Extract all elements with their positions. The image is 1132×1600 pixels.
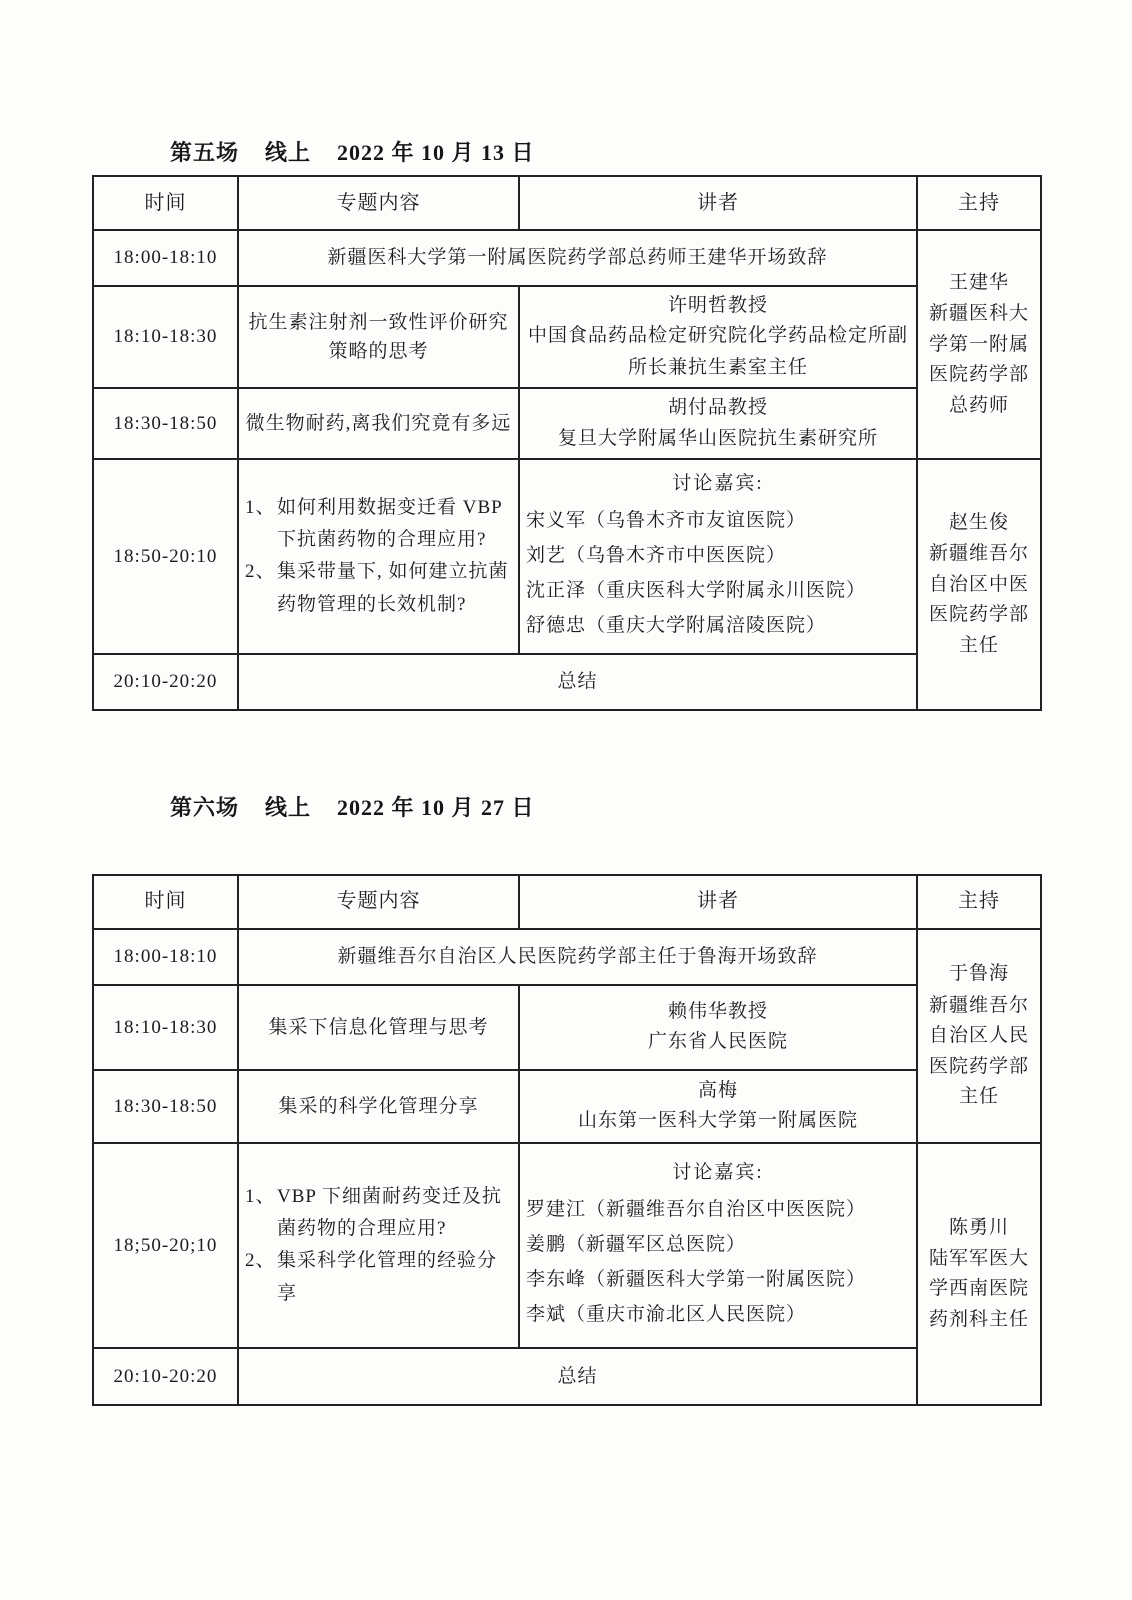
discussion-topic <box>245 1245 512 1310</box>
host-cell-top <box>917 230 1041 459</box>
host-org: 新疆维吾尔自治区中医医院药学部主任 <box>928 543 1029 656</box>
host-name: 陈勇川 <box>948 1216 1009 1238</box>
opening-text: 新疆医科大学第一附属医院药学部总药师王建华开场致辞 <box>238 230 917 286</box>
discussion-guests-cell <box>519 459 917 654</box>
talk-time: 18:10-18:30 <box>93 985 238 1070</box>
guests-label: 讨论嘉宾: <box>672 473 764 495</box>
talk-speaker-cell <box>519 985 917 1070</box>
talk-topic: 集采下信息化管理与思考 <box>238 985 519 1070</box>
opening-time: 18:00-18:10 <box>93 230 238 286</box>
host-name: 赵生俊 <box>948 511 1009 533</box>
discussion-time: 18;50-20;10 <box>93 1143 238 1348</box>
session-6-title-date: 2022 年 10 月 27 日 <box>337 794 535 820</box>
topic-number: 2、 <box>245 1250 276 1272</box>
guest-line: 姜鹏（新疆军区总医院） <box>526 1233 747 1255</box>
host-org: 新疆维吾尔自治区人民医院药学部主任 <box>928 994 1029 1108</box>
topic-text: 集采科学化管理的经验分享 <box>277 1250 498 1304</box>
speaker-org: 复旦大学附属华山医院抗生素研究所 <box>557 427 878 449</box>
session-6-block <box>92 791 1132 1406</box>
guests-label: 讨论嘉宾: <box>672 1162 764 1184</box>
header-cell-host: 主持 <box>917 176 1041 230</box>
discussion-topic <box>245 1181 512 1246</box>
host-org: 陆军军医大学西南医院药剂科主任 <box>928 1248 1029 1330</box>
opening-row <box>93 929 1041 985</box>
talk-speaker-cell <box>519 286 917 388</box>
guest-line: 宋义军（乌鲁木齐市友谊医院） <box>526 509 807 531</box>
talk-time: 18:30-18:50 <box>93 388 238 459</box>
summary-row <box>93 1348 1041 1405</box>
summary-text: 总结 <box>238 1348 917 1405</box>
header-row <box>93 176 1041 230</box>
talk-row <box>93 388 1041 459</box>
guest-line: 李斌（重庆市渝北区人民医院） <box>526 1304 807 1326</box>
talk-topic: 抗生素注射剂一致性评价研究策略的思考 <box>238 286 519 388</box>
header-cell-topic: 专题内容 <box>238 176 519 230</box>
topic-text: 集采带量下, 如何建立抗菌药物管理的长效机制? <box>277 561 509 615</box>
header-cell-speaker: 讲者 <box>519 176 917 230</box>
host-cell-top <box>917 929 1041 1143</box>
session-6-title-session: 第六场 <box>170 794 240 820</box>
session-5-title-session: 第五场 <box>170 140 240 165</box>
header-cell-speaker: 讲者 <box>519 875 917 929</box>
discussion-topics-cell <box>238 459 519 654</box>
opening-time: 18:00-18:10 <box>93 929 238 985</box>
speaker-org: 中国食品药品检定研究院化学药品检定所副所长兼抗生素室主任 <box>527 325 908 378</box>
discussion-time: 18:50-20:10 <box>93 459 238 654</box>
host-name: 于鲁海 <box>948 963 1009 985</box>
talk-row <box>93 286 1041 388</box>
session-5-title-mode: 线上 <box>265 140 312 165</box>
guest-line: 刘艺（乌鲁木齐市中医医院） <box>526 544 787 566</box>
discussion-topic <box>245 556 512 621</box>
header-cell-time: 时间 <box>93 176 238 230</box>
summary-text: 总结 <box>238 654 917 710</box>
header-cell-host: 主持 <box>917 875 1041 929</box>
session-5-block <box>92 136 1132 711</box>
summary-time: 20:10-20:20 <box>93 654 238 710</box>
discussion-guests-cell <box>519 1143 917 1348</box>
summary-time: 20:10-20:20 <box>93 1348 238 1405</box>
talk-time: 18:10-18:30 <box>93 286 238 388</box>
talk-row <box>93 985 1041 1070</box>
talk-speaker-cell <box>519 388 917 459</box>
discussion-row <box>93 1143 1041 1348</box>
host-cell-bottom <box>917 459 1041 710</box>
speaker-name: 高梅 <box>697 1080 738 1102</box>
session-5-title-date: 2022 年 10 月 13 日 <box>337 140 535 165</box>
talk-topic: 集采的科学化管理分享 <box>238 1070 519 1143</box>
topic-number: 2、 <box>245 561 276 583</box>
speaker-org: 广东省人民医院 <box>647 1031 788 1053</box>
opening-text: 新疆维吾尔自治区人民医院药学部主任于鲁海开场致辞 <box>238 929 917 985</box>
session-5-title <box>170 136 1132 167</box>
header-cell-time: 时间 <box>93 875 238 929</box>
topic-text: VBP 下细菌耐药变迁及抗菌药物的合理应用? <box>277 1185 503 1240</box>
talk-row <box>93 1070 1041 1143</box>
talk-speaker-cell <box>519 1070 917 1143</box>
discussion-topics-cell <box>238 1143 519 1348</box>
speaker-name: 赖伟华教授 <box>667 1001 768 1023</box>
guest-line: 罗建江（新疆维吾尔自治区中医医院） <box>526 1198 867 1220</box>
session-5-schedule-table <box>92 175 1042 711</box>
session-6-schedule-table <box>92 874 1042 1406</box>
speaker-name: 胡付品教授 <box>667 397 768 419</box>
section-gap <box>92 711 1132 791</box>
guest-line: 沈正泽（重庆医科大学附属永川医院） <box>526 580 867 602</box>
topic-text: 如何利用数据变迁看 VBP 下抗菌药物的合理应用? <box>277 496 503 551</box>
guest-line: 李东峰（新疆医科大学第一附属医院） <box>526 1269 867 1291</box>
guest-line: 舒德忠（重庆大学附属涪陵医院） <box>526 615 827 637</box>
talk-topic: 微生物耐药,离我们究竟有多远 <box>238 388 519 459</box>
session-6-title <box>170 791 1132 822</box>
talk-time: 18:30-18:50 <box>93 1070 238 1143</box>
opening-row <box>93 230 1041 286</box>
speaker-name: 许明哲教授 <box>667 295 768 316</box>
host-cell-bottom <box>917 1143 1041 1405</box>
topic-number: 1、 <box>245 1185 276 1207</box>
speaker-org: 山东第一医科大学第一附属医院 <box>577 1110 858 1132</box>
header-row <box>93 875 1041 929</box>
summary-row <box>93 654 1041 710</box>
title-table-gap <box>92 830 1132 874</box>
header-cell-topic: 专题内容 <box>238 875 519 929</box>
session-6-title-mode: 线上 <box>265 794 312 820</box>
discussion-row <box>93 459 1041 654</box>
discussion-topic <box>245 492 512 557</box>
host-org: 新疆医科大学第一附属医院药学部总药师 <box>928 303 1029 416</box>
topic-number: 1、 <box>245 496 276 518</box>
host-name: 王建华 <box>948 271 1009 293</box>
